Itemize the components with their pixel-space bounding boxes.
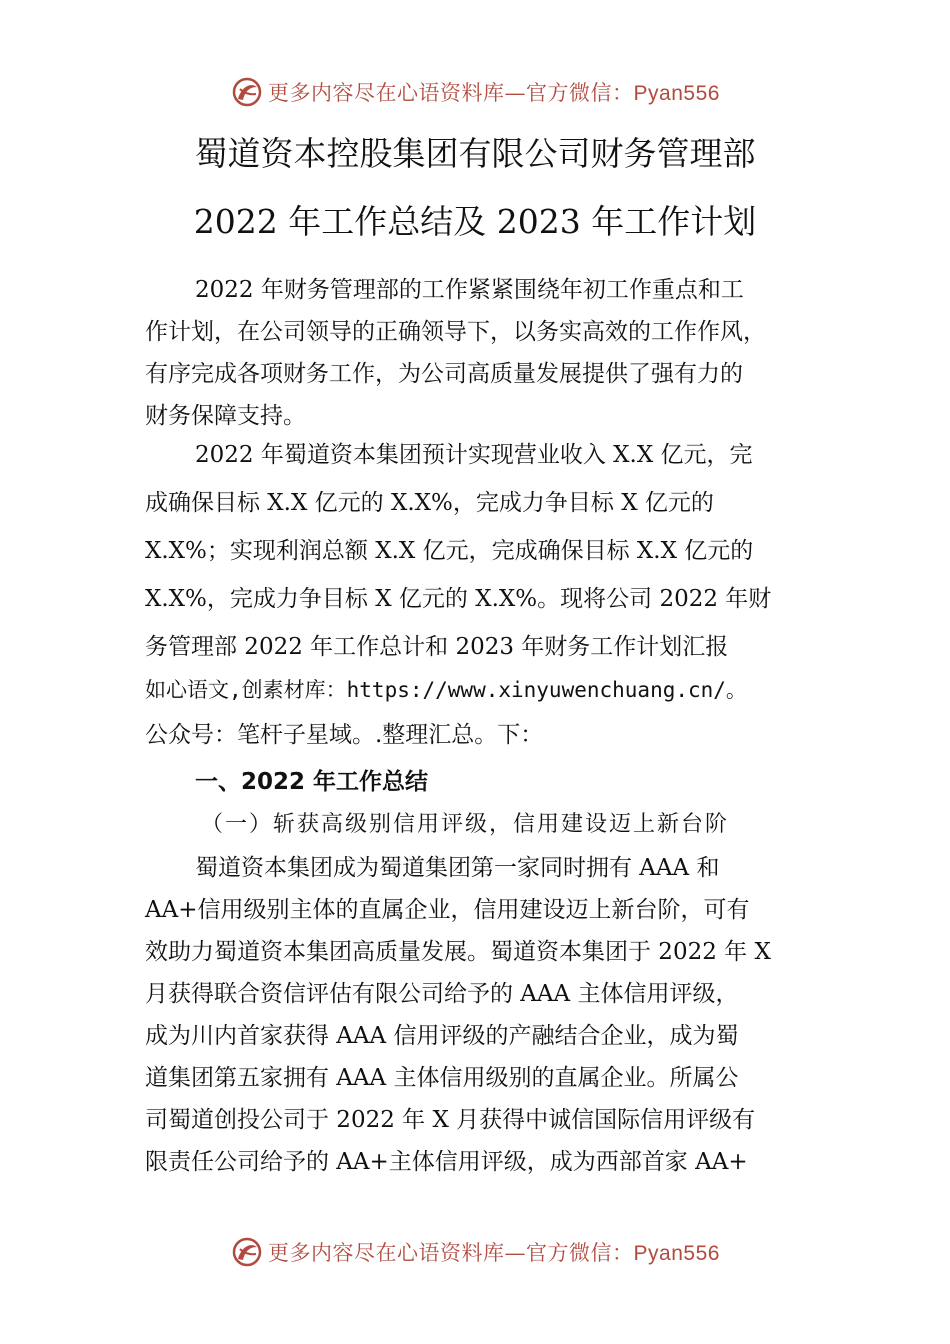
paragraph-line: 月获得联合资信评估有限公司给予的 AAA 主体信用评级， — [145, 981, 739, 1007]
document-title-line-2: 2022 年工作总结及 2023 年工作计划 — [193, 202, 757, 241]
paragraph-line: 成确保目标 X.X 亿元的 X.X%，完成力争目标 X 亿元的 — [145, 490, 714, 516]
watermark-text: 更多内容尽在心语资料库—官方微信：Pyan556 — [268, 1241, 720, 1265]
paragraph-line: 蜀道资本集团成为蜀道集团第一家同时拥有 AAA 和 — [195, 855, 720, 881]
paragraph-line: 2022 年蜀道资本集团预计实现营业收入 X.X 亿元，完 — [195, 442, 753, 468]
document-body — [145, 0, 805, 1200]
watermark-handle: Pyan556 — [633, 82, 720, 105]
watermark-banner-bottom — [0, 1232, 950, 1272]
paragraph-line: 效助力蜀道资本集团高质量发展。蜀道资本集团于 2022 年 X — [145, 939, 771, 965]
paragraph-line: 道集团第五家拥有 AAA 主体信用级别的直属企业。所属公 — [145, 1065, 739, 1091]
subsection-heading: （一）斩获高级别信用评级，信用建设迈上新台阶 — [201, 812, 730, 837]
paragraph-line: 司蜀道创投公司于 2022 年 X 月获得中诚信国际信用评级有 — [145, 1107, 756, 1133]
paragraph-line: 2022 年财务管理部的工作紧紧围绕年初工作重点和工 — [195, 277, 744, 303]
section-heading: 一、2022 年工作总结 — [195, 769, 429, 795]
paragraph-line: 公众号：笔杆子星域。.整理汇总。下： — [145, 722, 544, 748]
red-swirl-logo-icon — [230, 1235, 264, 1269]
paragraph-line: 有序完成各项财务工作，为公司高质量发展提供了强有力的 — [145, 361, 743, 387]
document-title-line-1: 蜀道资本控股集团有限公司财务管理部 — [194, 134, 756, 173]
paragraph-line: 务管理部 2022 年工作总计和 2023 年财务工作计划汇报 — [145, 634, 729, 660]
paragraph-line: 作计划，在公司领导的正确领导下，以务实高效的工作作风， — [145, 319, 766, 345]
paragraph-line: X.X%；实现利润总额 X.X 亿元，完成确保目标 X.X 亿元的 — [145, 538, 754, 564]
watermark-text: 更多内容尽在心语资料库—官方微信：Pyan556 — [268, 81, 720, 105]
paragraph-line-url: 如心语文,创素材库：https://www.xinyuwenchuang.cn/。 — [145, 678, 747, 702]
paragraph-line: AA+信用级别主体的直属企业，信用建设迈上新台阶，可有 — [145, 897, 750, 923]
paragraph-line: 限责任公司给予的 AA+主体信用评级，成为西部首家 AA+ — [145, 1149, 748, 1175]
watermark-handle: Pyan556 — [633, 1242, 720, 1265]
paragraph-line: 成为川内首家获得 AAA 信用评级的产融结合企业，成为蜀 — [145, 1023, 739, 1049]
paragraph-line: 财务保障支持。 — [145, 403, 306, 429]
paragraph-line: X.X%，完成力争目标 X 亿元的 X.X%。现将公司 2022 年财 — [145, 586, 772, 612]
